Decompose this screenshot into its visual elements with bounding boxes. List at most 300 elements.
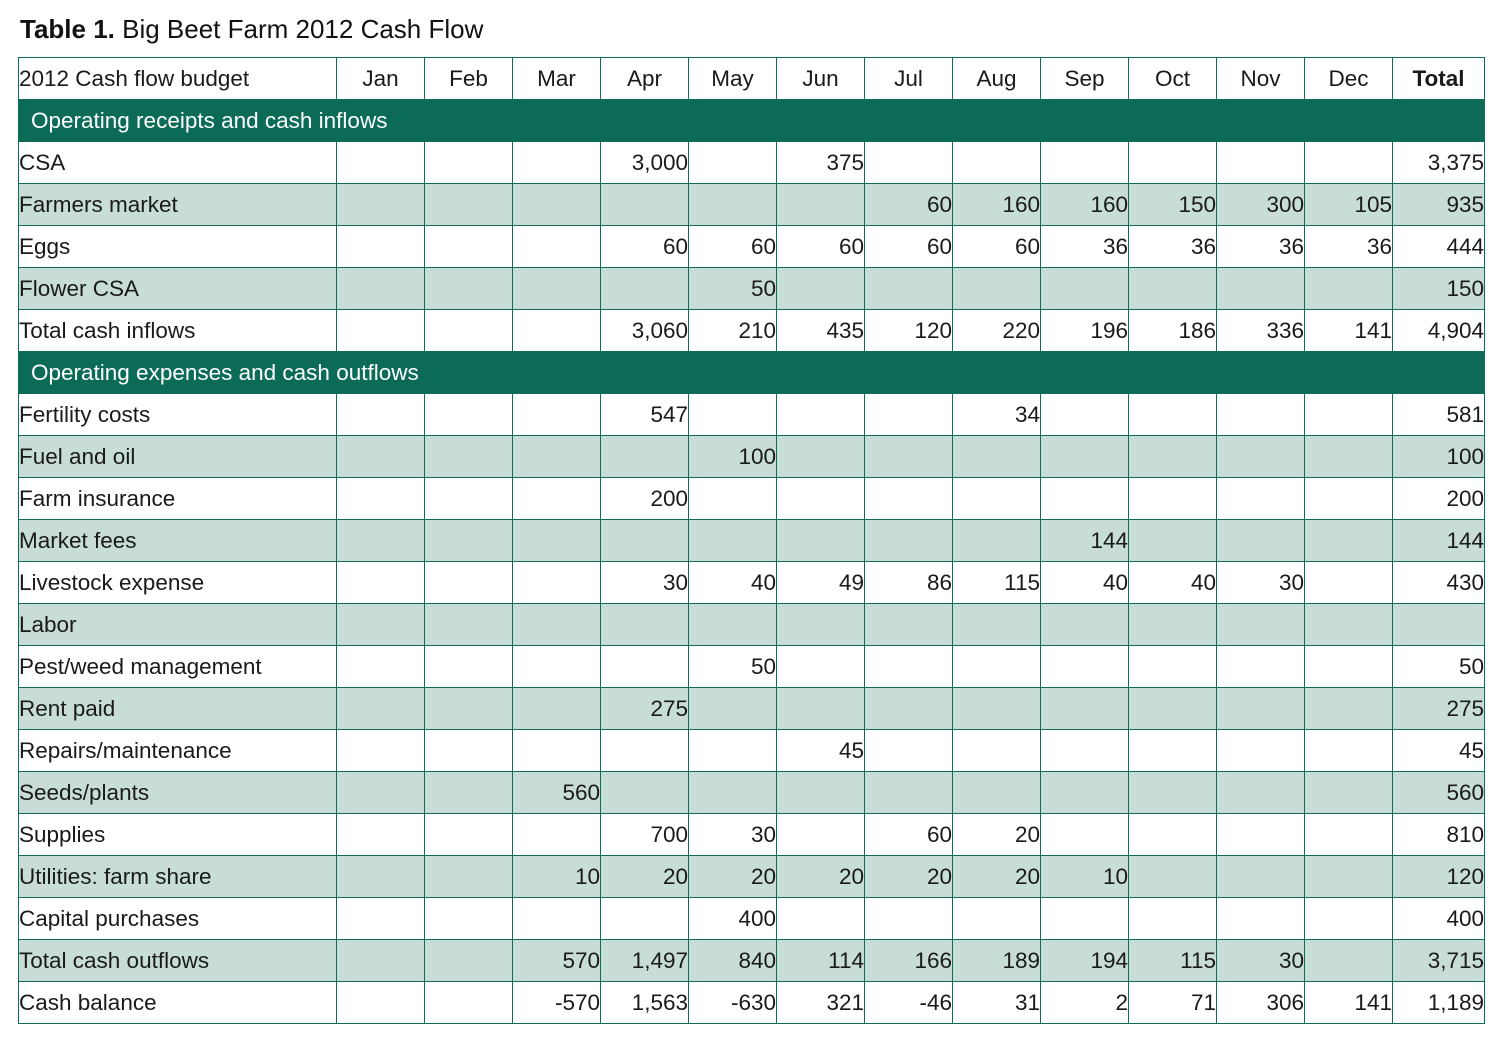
cell-oct: 186 — [1129, 310, 1217, 352]
cell-jan — [337, 982, 425, 1024]
cell-jun: 45 — [777, 730, 865, 772]
cell-dec: 105 — [1305, 184, 1393, 226]
cell-jun — [777, 184, 865, 226]
row-label: Farmers market — [19, 184, 337, 226]
cell-jan — [337, 604, 425, 646]
cell-jul: 60 — [865, 814, 953, 856]
cell-total: 581 — [1393, 394, 1485, 436]
cell-apr: 200 — [601, 478, 689, 520]
cell-jun — [777, 898, 865, 940]
cell-jun — [777, 394, 865, 436]
cell-jul — [865, 730, 953, 772]
cell-apr: 1,497 — [601, 940, 689, 982]
cell-jan — [337, 478, 425, 520]
cell-jul: 120 — [865, 310, 953, 352]
cell-oct — [1129, 730, 1217, 772]
section-title-inflows: Operating receipts and cash inflows — [19, 100, 1485, 142]
cell-jan — [337, 562, 425, 604]
cell-jan — [337, 688, 425, 730]
cell-total: 3,715 — [1393, 940, 1485, 982]
cell-mar — [513, 814, 601, 856]
cell-jul: 60 — [865, 184, 953, 226]
cell-jun: 20 — [777, 856, 865, 898]
cell-total: 45 — [1393, 730, 1485, 772]
cell-total: 810 — [1393, 814, 1485, 856]
row-label: Capital purchases — [19, 898, 337, 940]
cell-jul: 20 — [865, 856, 953, 898]
cell-jun: 114 — [777, 940, 865, 982]
cell-nov — [1217, 772, 1305, 814]
cell-feb — [425, 856, 513, 898]
cell-feb — [425, 226, 513, 268]
column-header-may: May — [689, 58, 777, 100]
table-row — [19, 814, 1485, 856]
cell-mar — [513, 688, 601, 730]
cell-nov: 306 — [1217, 982, 1305, 1024]
cell-sep — [1041, 142, 1129, 184]
cell-apr — [601, 772, 689, 814]
table-row — [19, 604, 1485, 646]
cell-oct — [1129, 772, 1217, 814]
cell-apr: 275 — [601, 688, 689, 730]
table-row — [19, 436, 1485, 478]
cell-oct: 40 — [1129, 562, 1217, 604]
cell-apr — [601, 646, 689, 688]
cell-feb — [425, 772, 513, 814]
cell-nov — [1217, 646, 1305, 688]
caption-label: Table 1. — [20, 14, 115, 44]
cell-aug — [953, 436, 1041, 478]
cell-jul: 60 — [865, 226, 953, 268]
cell-feb — [425, 310, 513, 352]
cell-total: 120 — [1393, 856, 1485, 898]
row-label: Supplies — [19, 814, 337, 856]
cell-apr: 3,000 — [601, 142, 689, 184]
cell-apr: 20 — [601, 856, 689, 898]
cell-jul — [865, 688, 953, 730]
cell-mar — [513, 520, 601, 562]
cell-jul — [865, 646, 953, 688]
cell-jun — [777, 772, 865, 814]
cell-nov — [1217, 268, 1305, 310]
cell-jan — [337, 772, 425, 814]
cell-apr — [601, 268, 689, 310]
cell-sep: 196 — [1041, 310, 1129, 352]
cell-feb — [425, 562, 513, 604]
caption-text: Big Beet Farm 2012 Cash Flow — [114, 14, 484, 44]
cell-jun — [777, 604, 865, 646]
cell-apr: 1,563 — [601, 982, 689, 1024]
table-row — [19, 226, 1485, 268]
cell-jul: 166 — [865, 940, 953, 982]
cell-aug: 189 — [953, 940, 1041, 982]
row-label: Total cash inflows — [19, 310, 337, 352]
table-row — [19, 688, 1485, 730]
cell-total: 1,189 — [1393, 982, 1485, 1024]
table-row — [19, 478, 1485, 520]
column-header-oct: Oct — [1129, 58, 1217, 100]
cell-may: 840 — [689, 940, 777, 982]
cell-jun — [777, 814, 865, 856]
cell-may: 210 — [689, 310, 777, 352]
cell-aug — [953, 646, 1041, 688]
header-row — [19, 58, 1485, 100]
cell-dec — [1305, 478, 1393, 520]
cell-aug: 20 — [953, 856, 1041, 898]
cell-apr — [601, 730, 689, 772]
column-header-apr: Apr — [601, 58, 689, 100]
cell-mar — [513, 268, 601, 310]
row-label: Utilities: farm share — [19, 856, 337, 898]
cell-sep — [1041, 394, 1129, 436]
cell-mar — [513, 310, 601, 352]
table-row — [19, 646, 1485, 688]
cell-sep: 144 — [1041, 520, 1129, 562]
cell-apr: 547 — [601, 394, 689, 436]
cell-feb — [425, 184, 513, 226]
table-row — [19, 898, 1485, 940]
cell-aug — [953, 268, 1041, 310]
cell-aug — [953, 730, 1041, 772]
cell-jul: -46 — [865, 982, 953, 1024]
cell-jul — [865, 898, 953, 940]
cell-mar — [513, 898, 601, 940]
cell-jan — [337, 856, 425, 898]
cell-oct — [1129, 688, 1217, 730]
cell-jan — [337, 184, 425, 226]
cell-dec — [1305, 436, 1393, 478]
table-row — [19, 772, 1485, 814]
cell-feb — [425, 730, 513, 772]
cell-feb — [425, 604, 513, 646]
cell-feb — [425, 814, 513, 856]
cell-jul — [865, 772, 953, 814]
cell-may — [689, 184, 777, 226]
cell-aug: 60 — [953, 226, 1041, 268]
cell-nov — [1217, 520, 1305, 562]
cell-oct — [1129, 436, 1217, 478]
cell-mar — [513, 436, 601, 478]
cell-sep: 40 — [1041, 562, 1129, 604]
cell-oct — [1129, 898, 1217, 940]
cell-dec — [1305, 562, 1393, 604]
cell-sep — [1041, 604, 1129, 646]
cell-oct — [1129, 856, 1217, 898]
cell-sep: 36 — [1041, 226, 1129, 268]
cell-oct: 115 — [1129, 940, 1217, 982]
table-row — [19, 730, 1485, 772]
row-label: CSA — [19, 142, 337, 184]
cell-total: 4,904 — [1393, 310, 1485, 352]
cell-oct — [1129, 646, 1217, 688]
cell-mar: -570 — [513, 982, 601, 1024]
table-row — [19, 142, 1485, 184]
cell-total: 200 — [1393, 478, 1485, 520]
row-label: Total cash outflows — [19, 940, 337, 982]
cell-nov: 30 — [1217, 940, 1305, 982]
cell-dec — [1305, 142, 1393, 184]
cell-oct: 36 — [1129, 226, 1217, 268]
cell-nov: 336 — [1217, 310, 1305, 352]
cell-aug: 220 — [953, 310, 1041, 352]
cell-dec: 36 — [1305, 226, 1393, 268]
cell-jun: 435 — [777, 310, 865, 352]
cell-mar — [513, 646, 601, 688]
cell-total: 444 — [1393, 226, 1485, 268]
cell-jun: 375 — [777, 142, 865, 184]
cell-sep: 2 — [1041, 982, 1129, 1024]
cell-feb — [425, 940, 513, 982]
cell-total — [1393, 604, 1485, 646]
cell-may: 100 — [689, 436, 777, 478]
cell-jul — [865, 478, 953, 520]
cell-jan — [337, 142, 425, 184]
row-label: Fuel and oil — [19, 436, 337, 478]
cell-apr — [601, 898, 689, 940]
cell-total: 100 — [1393, 436, 1485, 478]
cell-total: 400 — [1393, 898, 1485, 940]
cell-jan — [337, 310, 425, 352]
row-label: Labor — [19, 604, 337, 646]
cell-dec — [1305, 940, 1393, 982]
cell-apr: 30 — [601, 562, 689, 604]
cell-nov — [1217, 142, 1305, 184]
cell-sep — [1041, 688, 1129, 730]
cell-may — [689, 730, 777, 772]
cell-jan — [337, 436, 425, 478]
cell-mar — [513, 184, 601, 226]
cell-nov: 36 — [1217, 226, 1305, 268]
cell-mar — [513, 478, 601, 520]
row-label: Pest/weed management — [19, 646, 337, 688]
table-row — [19, 394, 1485, 436]
cell-sep: 160 — [1041, 184, 1129, 226]
column-header-jun: Jun — [777, 58, 865, 100]
section-header-row — [19, 100, 1485, 142]
cell-jan — [337, 730, 425, 772]
cell-jan — [337, 268, 425, 310]
cell-oct — [1129, 604, 1217, 646]
cell-mar: 570 — [513, 940, 601, 982]
cell-aug — [953, 604, 1041, 646]
cell-dec — [1305, 772, 1393, 814]
cell-aug — [953, 898, 1041, 940]
cell-jan — [337, 940, 425, 982]
cell-total: 935 — [1393, 184, 1485, 226]
cell-may: 60 — [689, 226, 777, 268]
cell-dec — [1305, 814, 1393, 856]
cell-oct — [1129, 520, 1217, 562]
cell-total: 275 — [1393, 688, 1485, 730]
cell-dec — [1305, 520, 1393, 562]
cell-aug: 31 — [953, 982, 1041, 1024]
cell-total: 144 — [1393, 520, 1485, 562]
row-label: Eggs — [19, 226, 337, 268]
section-header-row — [19, 352, 1485, 394]
row-label: Seeds/plants — [19, 772, 337, 814]
column-header-total: Total — [1393, 58, 1485, 100]
cell-jun: 321 — [777, 982, 865, 1024]
cell-jul — [865, 268, 953, 310]
cell-dec — [1305, 604, 1393, 646]
table-caption — [20, 14, 1482, 45]
column-header-feb: Feb — [425, 58, 513, 100]
cell-aug — [953, 688, 1041, 730]
cell-dec — [1305, 688, 1393, 730]
cell-oct — [1129, 268, 1217, 310]
cell-feb — [425, 898, 513, 940]
cell-aug — [953, 520, 1041, 562]
cell-jan — [337, 814, 425, 856]
cell-sep — [1041, 772, 1129, 814]
cell-jul: 86 — [865, 562, 953, 604]
cell-may — [689, 688, 777, 730]
cell-dec — [1305, 268, 1393, 310]
cell-nov — [1217, 604, 1305, 646]
cell-jun: 60 — [777, 226, 865, 268]
cell-sep — [1041, 436, 1129, 478]
cell-aug — [953, 142, 1041, 184]
cell-nov — [1217, 688, 1305, 730]
cell-mar: 10 — [513, 856, 601, 898]
cell-apr: 60 — [601, 226, 689, 268]
cell-sep — [1041, 478, 1129, 520]
cell-nov — [1217, 814, 1305, 856]
cell-may: 50 — [689, 646, 777, 688]
cell-nov — [1217, 856, 1305, 898]
cell-aug: 34 — [953, 394, 1041, 436]
column-header-sep: Sep — [1041, 58, 1129, 100]
section-title-outflows: Operating expenses and cash outflows — [19, 352, 1485, 394]
table-row — [19, 184, 1485, 226]
cell-may: 20 — [689, 856, 777, 898]
column-header-jul: Jul — [865, 58, 953, 100]
cell-sep — [1041, 730, 1129, 772]
cell-may: 40 — [689, 562, 777, 604]
row-label: Farm insurance — [19, 478, 337, 520]
cell-may — [689, 394, 777, 436]
cell-jun — [777, 646, 865, 688]
row-label: Repairs/maintenance — [19, 730, 337, 772]
cell-feb — [425, 688, 513, 730]
cell-oct — [1129, 142, 1217, 184]
cell-oct: 150 — [1129, 184, 1217, 226]
cell-nov: 300 — [1217, 184, 1305, 226]
cell-sep — [1041, 646, 1129, 688]
row-label: Livestock expense — [19, 562, 337, 604]
row-label: Market fees — [19, 520, 337, 562]
table-body — [19, 100, 1485, 1024]
cell-feb — [425, 268, 513, 310]
cell-feb — [425, 478, 513, 520]
cell-feb — [425, 142, 513, 184]
cell-may — [689, 478, 777, 520]
cell-mar — [513, 226, 601, 268]
cell-total: 50 — [1393, 646, 1485, 688]
table-row — [19, 562, 1485, 604]
cell-dec — [1305, 730, 1393, 772]
cell-oct — [1129, 394, 1217, 436]
column-header-dec: Dec — [1305, 58, 1393, 100]
cell-sep — [1041, 268, 1129, 310]
cell-jun — [777, 688, 865, 730]
cell-total: 430 — [1393, 562, 1485, 604]
cell-nov — [1217, 730, 1305, 772]
cell-may: 50 — [689, 268, 777, 310]
cell-aug: 20 — [953, 814, 1041, 856]
cell-feb — [425, 520, 513, 562]
cell-apr — [601, 604, 689, 646]
cell-nov — [1217, 394, 1305, 436]
cell-mar — [513, 730, 601, 772]
cell-mar: 560 — [513, 772, 601, 814]
cell-dec: 141 — [1305, 310, 1393, 352]
cell-apr: 700 — [601, 814, 689, 856]
cell-apr — [601, 184, 689, 226]
table-header — [19, 58, 1485, 100]
column-header-mar: Mar — [513, 58, 601, 100]
cell-jan — [337, 520, 425, 562]
cell-jan — [337, 226, 425, 268]
cell-jun — [777, 436, 865, 478]
cell-sep: 194 — [1041, 940, 1129, 982]
cell-sep: 10 — [1041, 856, 1129, 898]
table-row — [19, 310, 1485, 352]
cell-oct — [1129, 478, 1217, 520]
cell-total: 3,375 — [1393, 142, 1485, 184]
row-label: Rent paid — [19, 688, 337, 730]
cell-aug — [953, 478, 1041, 520]
cell-apr — [601, 520, 689, 562]
column-header-nov: Nov — [1217, 58, 1305, 100]
table-row — [19, 520, 1485, 562]
cell-feb — [425, 394, 513, 436]
cell-jan — [337, 898, 425, 940]
cell-jun — [777, 268, 865, 310]
cell-total: 560 — [1393, 772, 1485, 814]
cell-jul — [865, 604, 953, 646]
cell-jun — [777, 520, 865, 562]
cell-aug — [953, 772, 1041, 814]
cell-sep — [1041, 814, 1129, 856]
cell-total: 150 — [1393, 268, 1485, 310]
cell-may — [689, 520, 777, 562]
cell-feb — [425, 982, 513, 1024]
row-label: Flower CSA — [19, 268, 337, 310]
cell-mar — [513, 394, 601, 436]
cell-dec: 141 — [1305, 982, 1393, 1024]
cell-may — [689, 772, 777, 814]
cell-jul — [865, 436, 953, 478]
column-header-jan: Jan — [337, 58, 425, 100]
cell-may: 400 — [689, 898, 777, 940]
cell-mar — [513, 142, 601, 184]
table-row — [19, 856, 1485, 898]
row-label: Cash balance — [19, 982, 337, 1024]
cell-aug: 115 — [953, 562, 1041, 604]
table-row — [19, 940, 1485, 982]
cell-nov — [1217, 436, 1305, 478]
cell-mar — [513, 604, 601, 646]
cell-jun — [777, 478, 865, 520]
cell-jan — [337, 646, 425, 688]
table-row — [19, 268, 1485, 310]
cell-apr — [601, 436, 689, 478]
row-label: Fertility costs — [19, 394, 337, 436]
cell-jul — [865, 394, 953, 436]
cell-oct — [1129, 814, 1217, 856]
cell-jan — [337, 394, 425, 436]
